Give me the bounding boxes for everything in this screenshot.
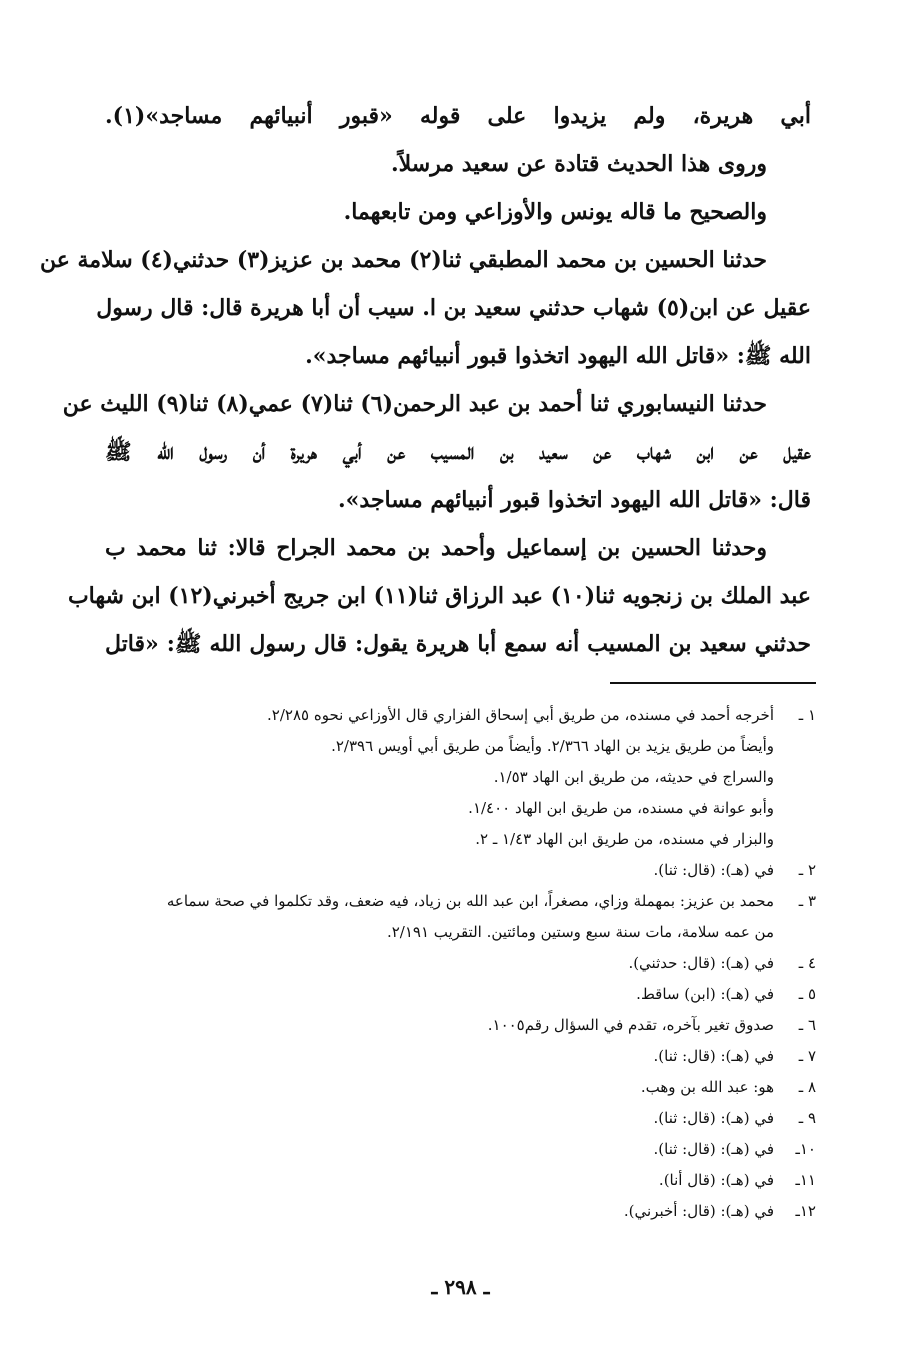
footnote-continuation — [105, 917, 816, 948]
footnote — [105, 1072, 816, 1103]
footnote-continuation — [105, 762, 816, 793]
footnote — [105, 886, 816, 917]
footnote — [105, 1041, 816, 1072]
footnote-text: صدوق تغير بآخره، تقدم في السؤال رقم١٠٠٥. — [487, 1016, 774, 1034]
footnote-number: ١٢ـ — [795, 1202, 816, 1220]
footnote-text: من عمه سلامة، مات سنة سبع وستين ومائتين. التقريب ٢/١٩١. — [386, 923, 774, 941]
footnote-continuation — [105, 793, 816, 824]
footnote — [105, 1165, 816, 1196]
footnote-text: والسراج في حديثه، من طريق ابن الهاد ١/٥٣. — [493, 768, 774, 786]
footnote-number: ١١ـ — [795, 1171, 816, 1189]
page-number: ـ ٢٩٨ ـ — [431, 1275, 490, 1299]
text-line: عقيل عن ابن(٥) شهاب حدثني سعيد بن ا. سيب أن أبا هريرة قال: قال رسول — [96, 295, 811, 321]
text-line: والصحيح ما قاله يونس والأوزاعي ومن تابعهما. — [343, 199, 767, 225]
text-line: أبي هريرة، ولم يزيدوا على قوله «قبور أنبيائهم مساجد»(١). — [105, 103, 811, 129]
footnotes — [105, 700, 816, 1227]
footnote-number: ٣ ـ — [798, 892, 816, 910]
footnote-number: ١٠ـ — [795, 1140, 816, 1158]
text-line: حدثنا الحسين بن محمد المطبقي ثنا(٢) محمد بن عزيز(٣) حدثني(٤) سلامة عن — [39, 247, 767, 273]
footnote-divider — [610, 682, 816, 684]
text-line: عقيل عن ابن شهاب عن سعيد بن المسيب عن أبي هريرة أن رسول الله ﷺ — [105, 439, 811, 465]
footnote — [105, 855, 816, 886]
footnote-number: ٩ ـ — [798, 1109, 816, 1127]
footnote-text: في (هـ): (قال: ثنا). — [653, 1109, 774, 1127]
footnote-number: ٦ ـ — [798, 1016, 816, 1034]
footnote — [105, 1196, 816, 1227]
footnote-text: في (هـ): (قال أنا). — [658, 1171, 774, 1189]
footnote-text: محمد بن عزيز: بمهملة وزاي، مصغراً، ابن عبد الله بن زياد، فيه ضعف، وقد تكلموا في صحة سماعه — [166, 892, 774, 910]
text-line: وحدثنا الحسين بن إسماعيل وأحمد بن محمد الجراح قالا: ثنا محمد ب — [105, 535, 767, 561]
footnote-text: في (هـ): (قال: أخبرني). — [623, 1202, 774, 1220]
footnote-text: في (هـ): (قال: حدثني). — [628, 954, 774, 972]
footnote-number: ٤ ـ — [798, 954, 816, 972]
footnote-number: ٧ ـ — [798, 1047, 816, 1065]
footnote-text: وأبو عوانة في مسنده، من طريق ابن الهاد ١/٤٠٠. — [468, 799, 774, 817]
footnote — [105, 700, 816, 731]
footnote-number: ٢ ـ — [798, 861, 816, 879]
footnote — [105, 1134, 816, 1165]
footnote-number: ٨ ـ — [798, 1078, 816, 1096]
footnote-text: في (هـ): (قال: ثنا). — [653, 1140, 774, 1158]
text-line: الله ﷺ: «قاتل الله اليهود اتخذوا قبور أنبيائهم مساجد». — [305, 343, 811, 369]
footnote-number: ٥ ـ — [798, 985, 816, 1003]
footnote-text: في (هـ): (ابن) ساقط. — [636, 985, 774, 1003]
footnote-number: ١ ـ — [798, 706, 816, 724]
footnote — [105, 979, 816, 1010]
text-line: حدثني سعيد بن المسيب أنه سمع أبا هريرة يقول: قال رسول الله ﷺ: «قاتل — [105, 631, 811, 657]
footnote-continuation — [105, 824, 816, 855]
footnote — [105, 948, 816, 979]
footnote-text: وأيضاً من طريق يزيد بن الهاد ٢/٣٦٦. وأيضاً من طريق أبي أويس ٢/٣٩٦. — [331, 737, 774, 755]
footnote-text: أخرجه أحمد في مسنده، من طريق أبي إسحاق الفزاري قال الأوزاعي نحوه ٢/٢٨٥. — [267, 706, 774, 724]
footnote-text: هو: عبد الله بن وهب. — [640, 1078, 774, 1096]
footnote-text: في (هـ): (قال: ثنا). — [653, 1047, 774, 1065]
text-line: قال: «قاتل الله اليهود اتخذوا قبور أنبيائهم مساجد». — [338, 487, 811, 513]
text-line: حدثنا النيسابوري ثنا أحمد بن عبد الرحمن(٦) ثنا(٧) عمي(٨) ثنا(٩) الليث عن — [62, 391, 767, 417]
footnote-text: في (هـ): (قال: ثنا). — [653, 861, 774, 879]
text-line: وروى هذا الحديث قتادة عن سعيد مرسلاً. — [390, 151, 767, 177]
footnote-text: والبزار في مسنده، من طريق ابن الهاد ١/٤٣ ـ ٢. — [475, 830, 774, 848]
footnote — [105, 1010, 816, 1041]
main-text — [39, 92, 811, 668]
footnote-continuation — [105, 731, 816, 762]
text-line: عبد الملك بن زنجويه ثنا(١٠) عبد الرزاق ثنا(١١) ابن جريج أخبرني(١٢) ابن شهاب — [67, 583, 811, 609]
footnote — [105, 1103, 816, 1134]
